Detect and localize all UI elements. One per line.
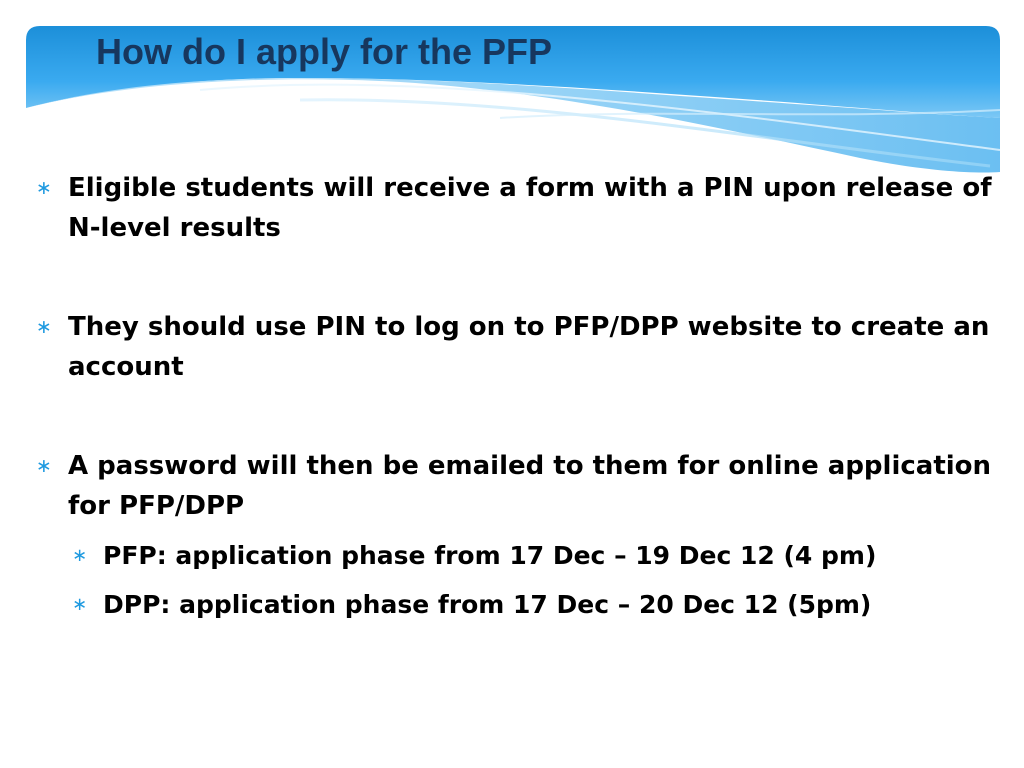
bullet-item: [36, 168, 1011, 248]
sub-bullet-text: DPP: application phase from 17 Dec – 20 Dec 12 (5pm): [103, 590, 872, 619]
bullet-text: They should use PIN to log on to PFP/DPP website to create an account: [68, 312, 990, 382]
slide-title: How do I apply for the PFP: [96, 31, 553, 72]
asterisk-bullet-icon: ∗: [72, 545, 88, 566]
sub-bullet-item: [36, 536, 1011, 576]
bullet-item: [36, 446, 1011, 526]
asterisk-bullet-icon: ∗: [36, 455, 52, 477]
bullet-item: [36, 307, 1011, 387]
sub-bullet-text: PFP: application phase from 17 Dec – 19 Dec 12 (4 pm): [103, 541, 877, 570]
bullet-text: Eligible students will receive a form with a PIN upon release of N-level results: [68, 173, 992, 243]
bullet-list: [36, 168, 1011, 634]
sub-bullet-item: [36, 585, 1011, 625]
asterisk-bullet-icon: ∗: [72, 594, 88, 615]
asterisk-bullet-icon: ∗: [36, 177, 52, 199]
sub-bullet-list: [36, 536, 1011, 625]
asterisk-bullet-icon: ∗: [36, 316, 52, 338]
bullet-text: A password will then be emailed to them for online application for PFP/DPP: [68, 451, 992, 521]
